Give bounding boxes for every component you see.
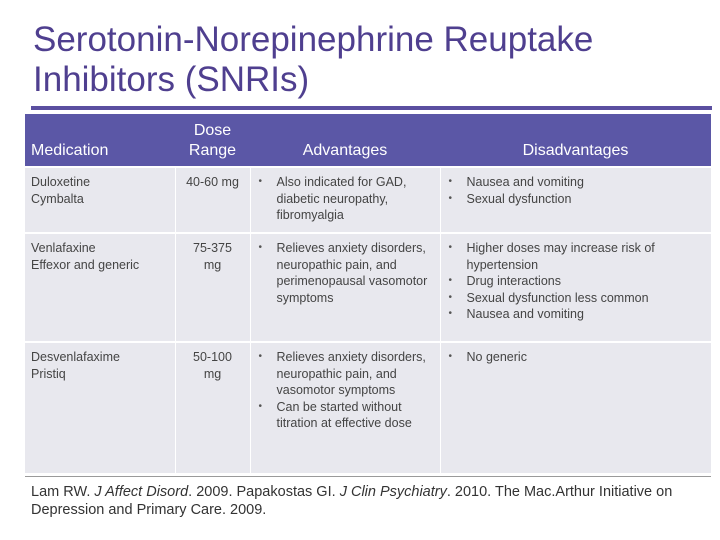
disadvantages-cell [440, 167, 711, 233]
disadvantage-item: • Nausea and vomiting [447, 174, 706, 191]
disadvantages-cell [440, 233, 711, 342]
dose-value: 40-60 mg [186, 175, 239, 189]
slide-title-line1: Serotonin-Norepinephrine Reuptake [33, 20, 594, 59]
citation-journal2: J Clin Psychiatry [339, 484, 447, 500]
advantage-item: • Relieves anxiety disorders, neuropathic pain, and perimenopausal vasomotor symptoms [257, 240, 434, 306]
header-dose-line2: Range [188, 142, 237, 159]
citation [31, 483, 701, 519]
generic-name: Desvenlafaxime [31, 350, 120, 364]
disadvantage-item: • Sexual dysfunction [447, 191, 706, 208]
table-row [25, 167, 711, 233]
header-dose-range [175, 114, 250, 167]
disadvantage-item: • Drug interactions [447, 273, 706, 290]
advantage-item: • Also indicated for GAD, diabetic neuropathy, fibromyalgia [257, 174, 434, 224]
dose-value: 50-100 [193, 350, 232, 364]
title-divider [31, 106, 712, 110]
advantage-item: • Can be started without titration at effective dose [257, 399, 434, 432]
brand-name: Effexor and generic [31, 257, 140, 272]
disadvantages-cell [440, 342, 711, 474]
generic-name: Duloxetine [31, 175, 91, 189]
slide-title-line2: Inhibitors (SNRIs) [33, 60, 310, 99]
advantages-cell [250, 167, 440, 233]
citation-part3: . 2010. The Mac.Arthur Initiative on Depression and Primary Care. 2009. [31, 484, 673, 518]
generic-name: Venlafaxine [31, 241, 96, 255]
advantages-cell [250, 342, 440, 474]
footer-divider [25, 476, 711, 477]
header-advantages: Advantages [250, 114, 440, 167]
disadvantage-item: • Higher doses may increase risk of hypertension [447, 240, 706, 273]
citation-part2: . 2009. Papakostas GI. [188, 484, 340, 500]
brand-name: Pristiq [31, 366, 66, 381]
snri-table [25, 114, 711, 475]
slide-title [33, 20, 703, 100]
dose-unit: mg [203, 366, 222, 381]
header-medication: Medication [25, 114, 175, 167]
dose-cell [175, 233, 250, 342]
medication-cell [25, 342, 175, 474]
table-row [25, 342, 711, 474]
medication-cell [25, 233, 175, 342]
dose-cell [175, 342, 250, 474]
table-header-row [25, 114, 711, 167]
disadvantage-item: • No generic [447, 349, 706, 366]
medication-cell [25, 167, 175, 233]
citation-part1: Lam RW. [31, 484, 95, 500]
dose-cell [175, 167, 250, 233]
advantage-item: • Relieves anxiety disorders, neuropathic pain, and vasomotor symptoms [257, 349, 434, 399]
dose-unit: mg [203, 257, 222, 272]
header-disadvantages: Disadvantages [440, 114, 711, 167]
table-row [25, 233, 711, 342]
citation-journal1: J Affect Disord [94, 484, 189, 500]
disadvantage-item: • Sexual dysfunction less common [447, 290, 706, 307]
disadvantage-item: • Nausea and vomiting [447, 306, 706, 323]
header-dose-line1: Dose [193, 122, 232, 139]
advantages-cell [250, 233, 440, 342]
dose-value: 75-375 [193, 241, 232, 255]
brand-name: Cymbalta [31, 191, 84, 206]
